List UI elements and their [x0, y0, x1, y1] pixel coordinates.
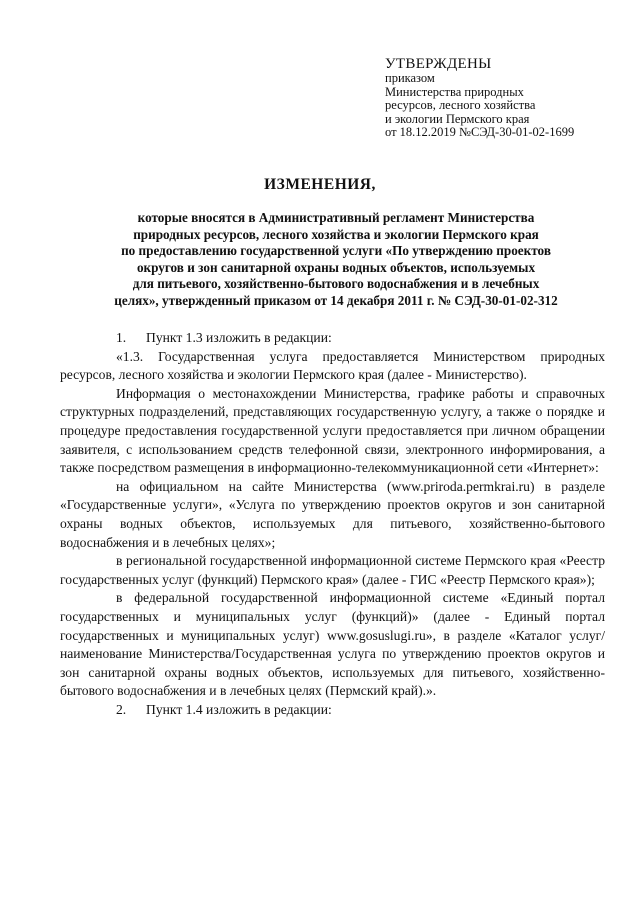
- list-item: [60, 329, 605, 348]
- paragraph: в федеральной государственной информационной системе «Единый портал государственных и муниципальных услуг (функций)» (далее - Единый портал государственных и муниципальных услуг) www.gosuslugi.ru», в разделе «Каталог услуг/наименование Министерства/Государственная услуга по утверждению проектов округов и зон санитарной охраны водных объектов, используемых для питьевого, хозяйственно-бытового водоснабжения и в лечебных целях (Пермский край).».: [60, 590, 605, 699]
- approval-line: ресурсов, лесного хозяйства: [385, 98, 536, 112]
- paragraph: Информация о местонахождении Министерства, графике работы и справочных структурных подразделений, представляющих государственную услугу, а также о порядке и процедуре предоставления государственной услуги предоставляется при личном обращении заявителя, с использованием средств телефонной связи, электронного информирования, а также посредством размещения в информационно-телекоммуникационной сети «Интернет»:: [60, 385, 605, 476]
- document-body: [60, 329, 605, 719]
- item-text: Пункт 1.4 изложить в редакции:: [146, 701, 332, 717]
- subtitle-line: для питьевого, хозяйственно-бытового водоснабжения и в лечебных: [132, 276, 540, 292]
- approval-line: и экологии Пермского края: [385, 111, 530, 126]
- subtitle-line: округов и зон санитарной охраны водных объектов, используемых: [136, 259, 536, 275]
- subtitle-line: по предоставлению государственной услуги «По утверждению проектов: [121, 243, 551, 259]
- approval-order-number: от 18.12.2019 №СЭД-30-01-02-1699: [385, 125, 575, 139]
- document-title: ИЗМЕНЕНИЯ,: [264, 176, 376, 193]
- subtitle-line: природных ресурсов, лесного хозяйства и экологии Пермского края: [133, 226, 539, 242]
- item-number: 2.: [116, 701, 127, 717]
- subtitle-line: которые вносятся в Административный регламент Министерства: [137, 210, 535, 225]
- document-subtitle: [62, 210, 610, 310]
- paragraph: «1.3. Государственная услуга предоставляется Министерством природных ресурсов, лесного хозяйства и экологии Пермского края (далее - Министерство).: [60, 348, 605, 383]
- approval-heading: УТВЕРЖДЕНЫ: [385, 56, 492, 72]
- approval-line: приказом: [385, 71, 435, 85]
- item-number: 1.: [116, 330, 127, 345]
- list-item: [60, 701, 605, 720]
- approval-stamp: [385, 56, 635, 140]
- approval-line: Министерства природных: [385, 84, 524, 99]
- subtitle-line: целях», утвержденный приказом от 14 декабря 2011 г. № СЭД-30-01-02-312: [114, 292, 558, 308]
- item-text: Пункт 1.3 изложить в редакции:: [146, 330, 332, 345]
- paragraph: в региональной государственной информационной системе Пермского края «Реестр государственных услуг (функций) Пермского края» (далее - ГИС «Реестр Пермского края»);: [60, 553, 605, 587]
- paragraph: на официальном на сайте Министерства (www.priroda.permkrai.ru) в разделе «Государственные услуги», «Услуга по утверждению проектов округов и зон санитарной охраны водных объектов, используемых для питьевого, хозяйственно-бытового водоснабжения и в лечебных целях»;: [60, 478, 605, 550]
